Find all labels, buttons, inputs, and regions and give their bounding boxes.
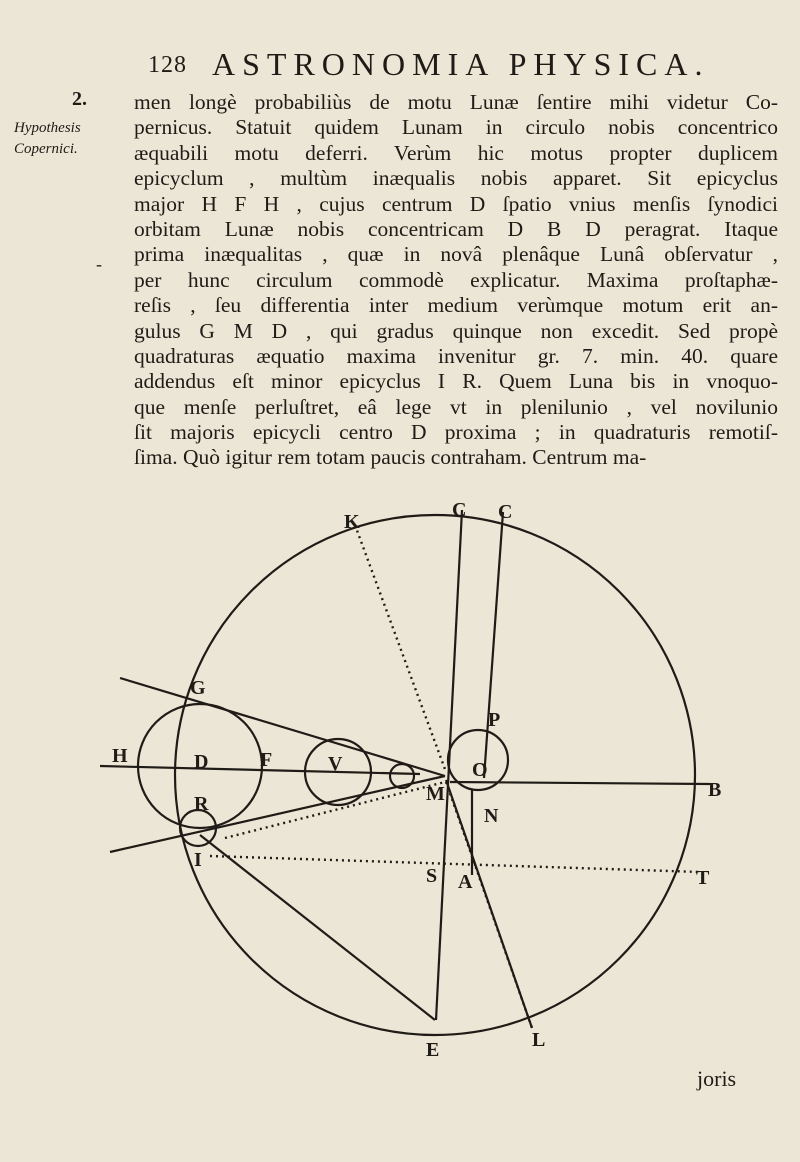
label-c: C bbox=[452, 500, 467, 521]
label-b: B bbox=[708, 779, 722, 801]
text-line: prima inæqualitas , quæ in novâ plenâque Lunâ obſervatur , bbox=[134, 242, 778, 267]
margin-note bbox=[14, 118, 124, 160]
label-c2: C bbox=[498, 501, 513, 523]
label-a: A bbox=[458, 871, 473, 893]
margin-mark: - bbox=[96, 254, 102, 274]
label-v: V bbox=[328, 753, 343, 775]
label-h: H bbox=[112, 745, 128, 767]
dotted-i-t bbox=[210, 856, 700, 872]
text-line: addendus eſt minor epicyclus I R. Quem Luna bis in vnoquo- bbox=[134, 369, 778, 394]
margin-note-line: Hypothesis bbox=[14, 120, 81, 136]
label-i: I bbox=[194, 849, 202, 871]
text-line: ſima. Quò igitur rem totam paucis contraham. Centrum ma- bbox=[134, 445, 647, 470]
margin-section-number: 2. bbox=[72, 88, 87, 110]
line-g-m bbox=[120, 678, 445, 776]
label-r: R bbox=[194, 793, 209, 815]
text-line: æquabili motu deferri. Verùm hic motus propter duplicem bbox=[134, 140, 778, 165]
label-g: G bbox=[190, 677, 206, 699]
label-m: M bbox=[426, 783, 445, 805]
line-c-p bbox=[484, 512, 503, 778]
line-i-e bbox=[200, 835, 438, 1020]
text-line: gulus G M D , qui gradus quinque non excedit. Sed propè bbox=[134, 318, 778, 343]
dotted-k-m bbox=[355, 525, 446, 772]
label-s: S bbox=[426, 865, 438, 887]
page-header bbox=[0, 46, 800, 86]
label-k: K bbox=[344, 511, 360, 533]
label-e: E bbox=[426, 1039, 440, 1060]
label-d: D bbox=[194, 751, 209, 773]
label-t: T bbox=[696, 867, 710, 889]
page-number: 128 bbox=[148, 52, 187, 78]
label-p: P bbox=[488, 709, 501, 731]
deferent-circle bbox=[175, 515, 695, 1035]
text-line: men longè probabiliùs de motu Lunæ ſentire mihi videtur Co- bbox=[134, 90, 778, 114]
text-line: epicyclum , multùm inæqualis nobis apparet. Sit epicyclus bbox=[134, 166, 778, 191]
text-line: pernicus. Statuit quidem Lunam in circulo nobis concentrico bbox=[134, 115, 778, 140]
catchword: joris bbox=[697, 1066, 737, 1091]
running-title: ASTRONOMIA PHYSICA. bbox=[212, 46, 710, 82]
text-line: major H F H , cujus centrum D ſpatio vnius menſis ſynodici bbox=[134, 191, 778, 216]
diagram-svg bbox=[100, 500, 780, 1060]
text-line: orbitam Lunæ nobis concentricam D B D peragrat. Itaque bbox=[134, 216, 778, 241]
lunar-epicycle-diagram bbox=[100, 500, 780, 1060]
label-o: O bbox=[472, 759, 488, 781]
label-l: L bbox=[532, 1029, 546, 1051]
text-line: ſit majoris epicycli centro D proxima ; in quadraturis remotiſ- bbox=[134, 420, 778, 445]
line-c-e bbox=[436, 510, 462, 1020]
text-line: per hunc circulum commodè explicatur. Maxima proſtaphæ- bbox=[134, 267, 778, 292]
label-n: N bbox=[484, 805, 499, 827]
text-line: reſis , ſeu differentia inter medium verùmque motum erit an- bbox=[134, 293, 778, 318]
label-f: F bbox=[260, 749, 273, 771]
body-text bbox=[134, 90, 778, 471]
text-line: que menſe perluſtret, eâ lege vt in plenilunio , vel novilunio bbox=[134, 394, 778, 419]
text-line: quadraturas æquatio maxima invenitur gr. 7. min. 40. quare bbox=[134, 343, 778, 368]
margin-note-line: Copernici. bbox=[14, 141, 78, 157]
line-o-b bbox=[450, 782, 710, 784]
